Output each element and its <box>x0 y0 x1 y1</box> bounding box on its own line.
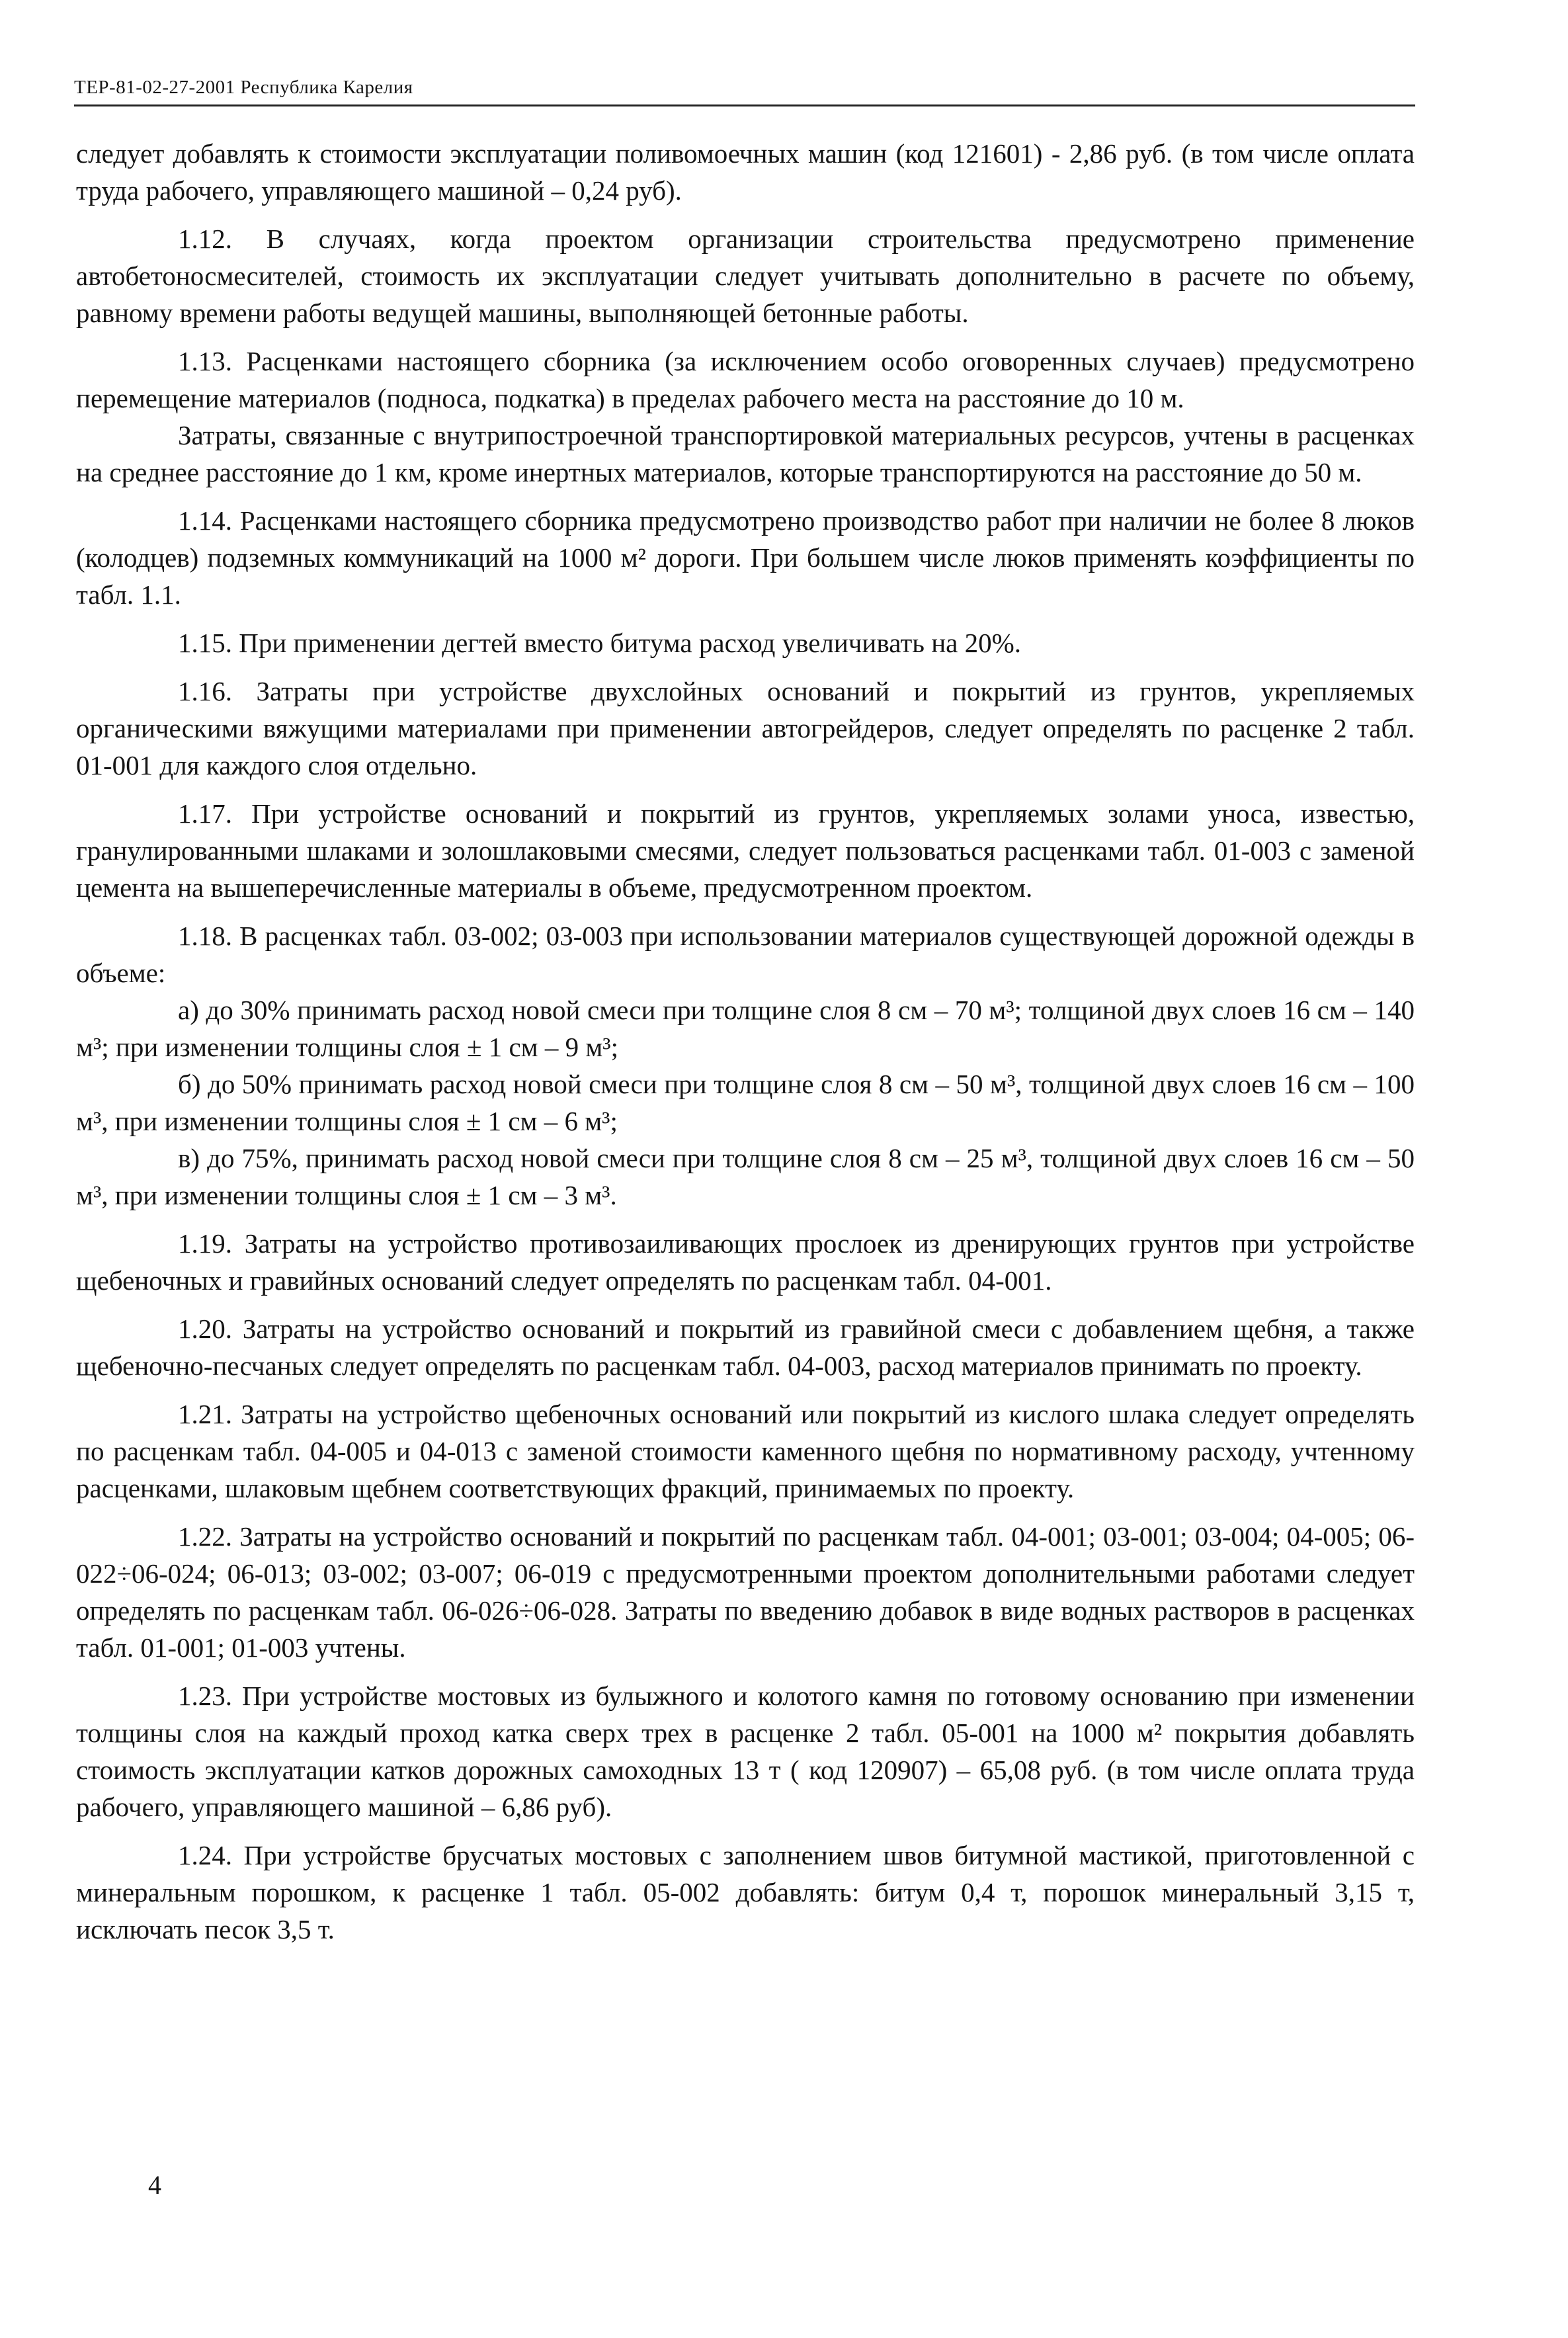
paragraph-1-23: 1.23. При устройстве мостовых из булыжного и колотого камня по готовому основанию при изменении толщины слоя на каждый проход катка сверх трех в расценке 2 табл. 05-001 на 1000 м² покрытия добавлять стоимость эксплуатации катков дорожных самоходных 13 т ( код 120907) – 65,08 руб. (в том числе оплата труда рабочего, управляющего машиной – 6,86 руб). <box>76 1681 1415 1822</box>
header-divider <box>74 104 1415 106</box>
paragraph-1-13-transport-costs: Затраты, связанные с внутрипостроечной транспортировкой материальных ресурсов, учтены в расценках на среднее расстояние до 1 км, кроме инертных материалов, которые транспортируются на расстояние до 50 м. <box>76 420 1415 487</box>
paragraph-1-20: 1.20. Затраты на устройство оснований и покрытий из гравийной смеси с добавлением щебня, а также щебеночно-песчаных следует определять по расценкам табл. 04-003, расход материалов принимать по проекту. <box>76 1314 1415 1381</box>
paragraph-1-16: 1.16. Затраты при устройстве двухслойных оснований и покрытий из грунтов, укрепляемых органическими вяжущими материалами при применении автогрейдеров, следует определять по расценке 2 табл. 01-001 для каждого слоя отдельно. <box>76 676 1415 780</box>
paragraph-1-18: 1.18. В расценках табл. 03-002; 03-003 при использовании материалов существующей дорожной одежды в объеме: <box>76 921 1415 988</box>
paragraph-1-18-item-c: в) до 75%, принимать расход новой смеси при толщине слоя 8 см – 25 м³, толщиной двух слоев 16 см – 50 м³, при изменении толщины слоя ± 1 см – 3 м³. <box>76 1143 1415 1210</box>
paragraph-1-19: 1.19. Затраты на устройство противозаиливающих прослоек из дренирующих грунтов при устройстве щебеночных и гравийных оснований следует определять по расценкам табл. 04-001. <box>76 1228 1415 1296</box>
paragraph-1-14: 1.14. Расценками настоящего сборника предусмотрено производство работ при наличии не более 8 люков (колодцев) подземных коммуникаций на 1000 м² дороги. При большем числе люков применять коэффициенты по табл. 1.1. <box>76 505 1415 610</box>
paragraph-1-18-item-b: б) до 50% принимать расход новой смеси при толщине слоя 8 см – 50 м³, толщиной двух слоев 16 см – 100 м³, при изменении толщины слоя ± 1 см – 6 м³; <box>76 1069 1415 1136</box>
paragraph-1-13: 1.13. Расценками настоящего сборника (за исключением особо оговоренных случаев) предусмотрено перемещение материалов (подноса, подкатка) в пределах рабочего места на расстояние до 10 м. <box>76 346 1415 413</box>
paragraph-1-11-continuation: следует добавлять к стоимости эксплуатации поливомоечных машин (код 121601) - 2,86 руб. (в том числе оплата труда рабочего, управляющего машиной – 0,24 руб). <box>76 138 1415 206</box>
paragraph-1-17: 1.17. При устройстве оснований и покрытий из грунтов, укрепляемых золами уноса, известью, гранулированными шлаками и золошлаковыми смесями, следует пользоваться расценками табл. 01-003 с заменой цемента на вышеперечисленные материалы в объеме, предусмотренном проектом. <box>76 798 1415 903</box>
paragraph-1-22: 1.22. Затраты на устройство оснований и покрытий по расценкам табл. 04-001; 03-001; 03-004; 04-005; 06-022÷06-024; 06-013; 03-002; 03-007; 06-019 с предусмотренными проектом дополнительными работами следует определять по расценкам табл. 06-026÷06-028. Затраты по введению добавок в виде водных растворов в расценках табл. 01-001; 01-003 учтены. <box>76 1521 1415 1663</box>
paragraph-1-15: 1.15. При применении дегтей вместо битума расход увеличивать на 20%. <box>178 628 1021 658</box>
paragraph-1-12: 1.12. В случаях, когда проектом организации строительства предусмотрено применение автобетоносмесителей, стоимость их эксплуатации следует учитывать дополнительно в расчете по объему, равному времени работы ведущей машины, выполняющей бетонные работы. <box>76 224 1415 328</box>
document-body <box>76 135 1415 1948</box>
paragraph-1-18-item-a: а) до 30% принимать расход новой смеси при толщине слоя 8 см – 70 м³; толщиной двух слоев 16 см – 140 м³; при изменении толщины слоя ± 1 см – 9 м³; <box>76 995 1415 1062</box>
paragraph-1-24: 1.24. При устройстве брусчатых мостовых с заполнением швов битумной мастикой, приготовленной с минеральным порошком, к расценке 1 табл. 05-002 добавлять: битум 0,4 т, порошок минеральный 3,15 т, исключать песок 3,5 т. <box>76 1840 1415 1944</box>
running-header: ТЕР-81-02-27-2001 Республика Карелия <box>74 77 413 98</box>
page-number: 4 <box>148 2170 161 2200</box>
paragraph-1-21: 1.21. Затраты на устройство щебеночных оснований или покрытий из кислого шлака следует определять по расценкам табл. 04-005 и 04-013 с заменой стоимости каменного щебня по нормативному расходу, учтенному расценками, шлаковым щебнем соответствующих фракций, принимаемых по проекту. <box>76 1399 1415 1503</box>
